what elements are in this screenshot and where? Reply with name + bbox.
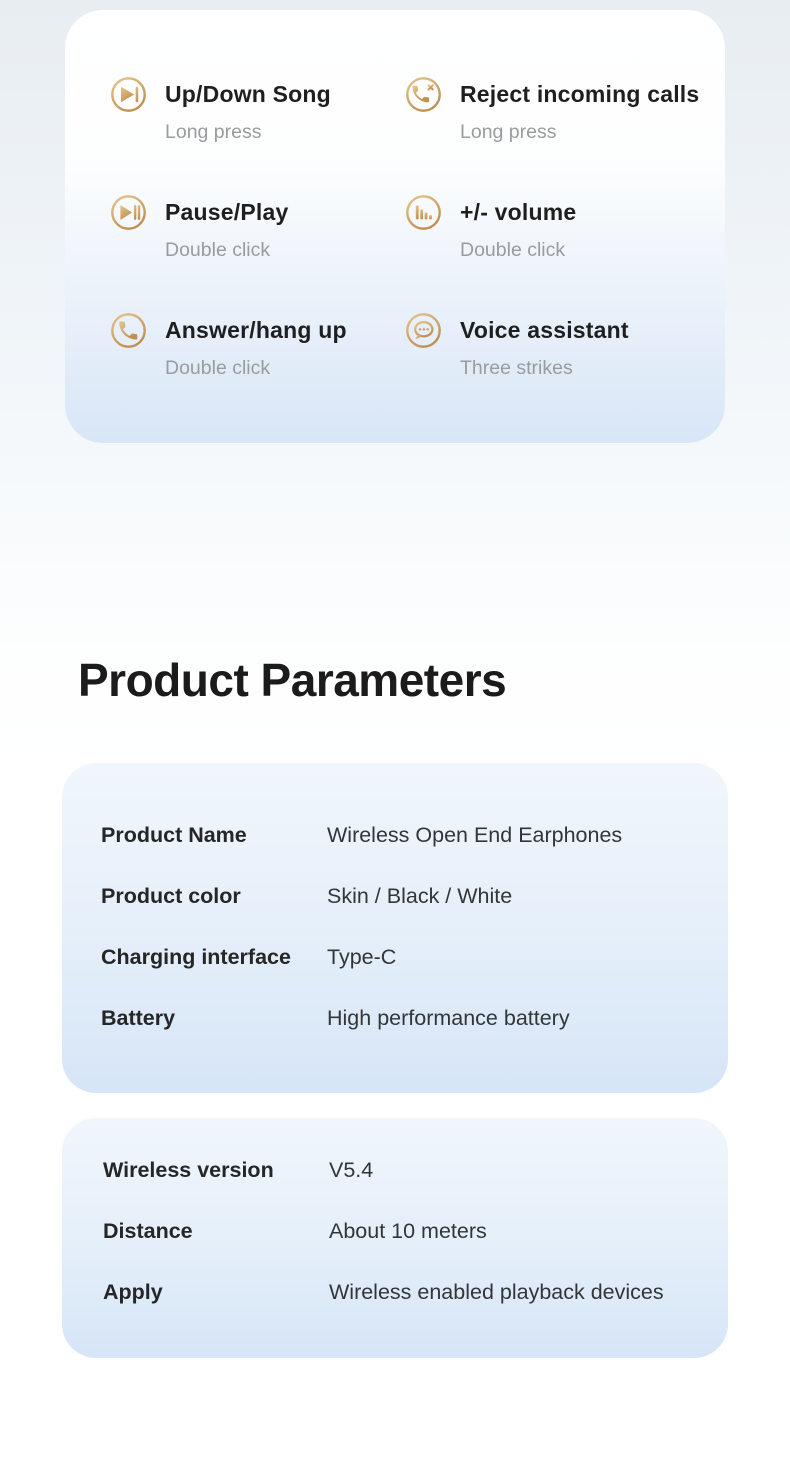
control-item-pause-play — [110, 194, 405, 312]
control-title: Answer/hang up — [165, 317, 347, 343]
param-label: Battery — [101, 1006, 176, 1030]
answer-call-icon — [110, 312, 147, 349]
page-title: Product Parameters — [78, 654, 507, 706]
param-row-apply — [103, 1262, 728, 1323]
parameters-card-secondary — [62, 1118, 728, 1358]
param-label: Charging interface — [101, 945, 291, 969]
control-item-volume — [405, 194, 725, 312]
param-label: Product Name — [101, 823, 247, 847]
control-text — [460, 312, 629, 380]
control-text — [165, 312, 347, 380]
param-row-product-color — [101, 866, 728, 927]
param-value: About 10 meters — [329, 1219, 487, 1243]
control-item-answer-hang-up — [110, 312, 405, 430]
param-value: V5.4 — [329, 1158, 374, 1182]
param-value: High performance battery — [327, 1006, 570, 1030]
control-subtitle: Long press — [460, 121, 557, 143]
param-label: Product color — [101, 884, 241, 908]
param-row-distance — [103, 1201, 728, 1262]
control-text — [460, 76, 699, 144]
control-subtitle: Long press — [165, 121, 262, 143]
param-row-product-name — [101, 805, 728, 866]
control-subtitle: Double click — [165, 239, 271, 261]
control-subtitle: Three strikes — [460, 357, 573, 379]
play-pause-icon — [110, 194, 147, 231]
param-row-charging-interface — [101, 927, 728, 988]
param-label: Wireless version — [103, 1158, 274, 1182]
control-text — [165, 194, 288, 262]
volume-icon — [405, 194, 442, 231]
param-value: Skin / Black / White — [327, 884, 513, 908]
control-title: Reject incoming calls — [460, 81, 700, 107]
control-title: Up/Down Song — [165, 81, 331, 107]
controls-grid — [65, 10, 725, 430]
control-title: Pause/Play — [165, 199, 289, 225]
control-item-voice-assistant — [405, 312, 725, 430]
param-value: Wireless enabled playback devices — [329, 1280, 664, 1304]
control-title: +/- volume — [460, 199, 577, 225]
param-row-wireless-version — [103, 1140, 728, 1201]
param-value: Type-C — [327, 945, 397, 969]
control-item-up-down-song — [110, 76, 405, 194]
skip-next-icon — [110, 76, 147, 113]
control-title: Voice assistant — [460, 317, 629, 343]
control-item-reject-calls — [405, 76, 725, 194]
param-value: Wireless Open End Earphones — [327, 823, 623, 847]
param-label: Apply — [103, 1280, 163, 1304]
param-row-battery — [101, 988, 728, 1049]
reject-call-icon — [405, 76, 442, 113]
controls-card — [65, 10, 725, 443]
control-subtitle: Double click — [165, 357, 271, 379]
control-text — [165, 76, 331, 144]
parameters-card-primary — [62, 763, 728, 1093]
control-subtitle: Double click — [460, 239, 566, 261]
control-text — [460, 194, 576, 262]
voice-assistant-icon — [405, 312, 442, 349]
param-label: Distance — [103, 1219, 193, 1243]
